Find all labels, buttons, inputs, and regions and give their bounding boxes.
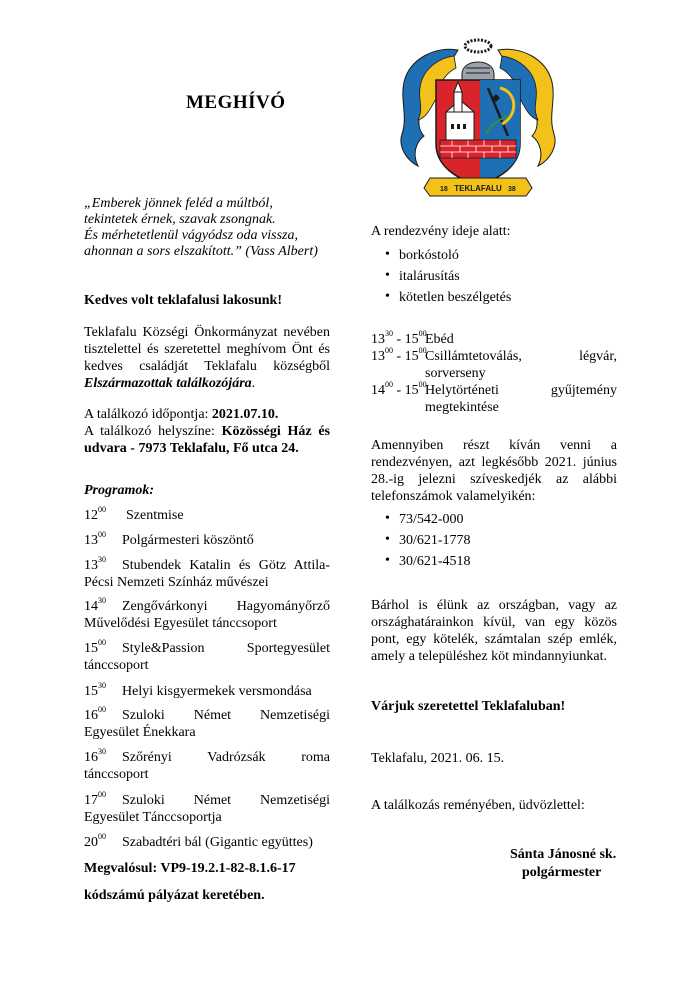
program-time: $15^{00}$: [84, 638, 106, 656]
signature-name: Sánta Jánosné sk.: [510, 847, 617, 862]
program-text: Helyi kisgyermekek versmondása: [122, 684, 312, 699]
schedule-time: $14^{00} - 15^{00}$: [371, 380, 427, 398]
intro-text: Teklafalu Községi Önkormányzat nevében tisztelettel és szeretettel meghívom Önt és kedves családját Teklafalu községből: [84, 325, 330, 374]
banner-num-right: 38: [508, 186, 516, 193]
program-text: Stubendek Katalin és Götz Attila- Pécsi Nemzeti Színház művészei: [84, 558, 330, 590]
phone-number: • 73/542-000: [371, 511, 617, 532]
phone-number: • 30/621-1778: [371, 532, 617, 553]
program-text: Szőrényi Vadrózsák roma tánccsoport: [84, 750, 330, 782]
crown-wreath: [465, 40, 491, 52]
schedule-text: Helytörténeti gyűjtemény megtekintése: [425, 383, 617, 415]
phone-number: • 30/621-4518: [371, 553, 617, 574]
meeting-info: [84, 406, 330, 457]
program-item: [84, 683, 330, 700]
meeting-place-value: Közösségi Ház és udvara - 7973 Teklafalu, Fő utca 24.: [84, 424, 330, 456]
program-time: $13^{30}$: [84, 555, 106, 573]
program-time: $17^{00}$: [84, 790, 106, 808]
brick-wall: [440, 140, 516, 158]
program-time: $16^{30}$: [84, 747, 106, 765]
list-item: • italárusítás: [371, 268, 617, 289]
during-list: [371, 247, 617, 310]
closing-paragraph: Bárhol is élünk az országban, vagy az országhatárainkon kívül, van egy közös pont, egy kötelék, számtalan szép emlék, amely a településhez köt mindannyiunkat.: [371, 598, 617, 664]
rsvp-paragraph: Amennyiben részt kíván venni a rendezvényen, azt legkésőbb 2021. június 28.-ig jelezni szíveskedjék az alábbi telefonszámok valamelyikén:: [371, 438, 617, 504]
quote-line-1: „Emberek jönnek feléd a múltból,: [84, 196, 273, 211]
program-text: Style&Passion Sportegyesület tánccsoport: [84, 641, 330, 673]
during-heading: A rendezvény ideje alatt:: [371, 224, 511, 239]
list-item: • borkóstoló: [371, 247, 617, 268]
program-text: Szabadtéri bál (Gigantic együttes): [122, 835, 313, 850]
meeting-date-value: 2021.07.10.: [211, 407, 279, 422]
quote-line-2: tekintetek érnek, szavak zsongnak.: [84, 212, 276, 227]
phone-list: [371, 511, 617, 574]
program-item: [84, 640, 330, 674]
teklafalu-crest: [396, 36, 560, 202]
program-time: $20^{00}$: [84, 832, 106, 850]
programs-heading: Programok:: [84, 483, 154, 498]
quote: [84, 196, 334, 260]
program-time: $12^{00}$: [84, 505, 106, 523]
schedule-time: $13^{00} - 15^{00}$: [371, 346, 427, 364]
regards-line: A találkozás reményében, üdvözlettel:: [371, 798, 585, 813]
program-item: [84, 532, 330, 549]
signature-role: polgármester: [522, 865, 602, 880]
program-item: [84, 792, 330, 826]
helmet: [462, 62, 494, 82]
program-text: Zengővárkonyi Hagyományőrző Művelődési Egyesület tánccsoport: [84, 599, 330, 631]
greeting: Kedves volt teklafalusi lakosunk!: [84, 293, 282, 308]
meeting-place-label: A találkozó helyszíne:: [84, 424, 222, 439]
schedule-text: Ebéd: [425, 332, 454, 347]
program-text: Szentmise: [126, 508, 184, 523]
meeting-date: [84, 406, 330, 423]
program-item: [84, 557, 330, 591]
page-title: MEGHÍVÓ: [186, 92, 286, 113]
funding-line-1: Megvalósul: VP9-19.2.1-82-8.1.6-17: [84, 861, 296, 876]
program-time: $15^{30}$: [84, 681, 106, 699]
shield-right-field: [480, 80, 520, 184]
schedule-time: $13^{30} - 15^{00}$: [371, 329, 427, 347]
program-item: [84, 707, 330, 741]
program-item: [84, 507, 330, 524]
program-time: $16^{00}$: [84, 705, 106, 723]
program-text: Polgármesteri köszöntő: [122, 533, 254, 548]
banner-num-left: 18: [440, 186, 448, 193]
program-item: [84, 834, 330, 851]
program-item: [84, 598, 330, 632]
program-time: $13^{00}$: [84, 530, 106, 548]
quote-line-4: ahonnan a sors elszakított.” (Vass Albert): [84, 244, 318, 259]
program-text: Szuloki Német Nemzetiségi Egyesület Tánccsoportja: [84, 793, 330, 825]
meeting-date-label: A találkozó időpontja:: [84, 407, 212, 422]
intro-end: .: [251, 376, 256, 391]
meeting-place: [84, 423, 330, 457]
program-time: $14^{30}$: [84, 596, 106, 614]
welcome-line: Várjuk szeretettel Teklafaluban!: [371, 699, 566, 714]
banner-text: TEKLAFALU: [454, 184, 502, 193]
funding-line-2: kódszámú pályázat keretében.: [84, 888, 265, 903]
intro-paragraph: [84, 324, 330, 392]
intro-emphasis: Elszármazottak találkozójára: [84, 376, 252, 391]
place-date: Teklafalu, 2021. 06. 15.: [371, 751, 505, 766]
program-item: [84, 749, 330, 783]
program-text: Szuloki Német Nemzetiségi Egyesület Énekkara: [84, 708, 330, 740]
quote-line-3: És mérhetetlenül vágyódsz oda vissza,: [84, 228, 298, 243]
list-item: • kötetlen beszélgetés: [371, 289, 617, 310]
schedule-text: Csillámtetoválás, légvár, sorverseny: [425, 349, 617, 381]
